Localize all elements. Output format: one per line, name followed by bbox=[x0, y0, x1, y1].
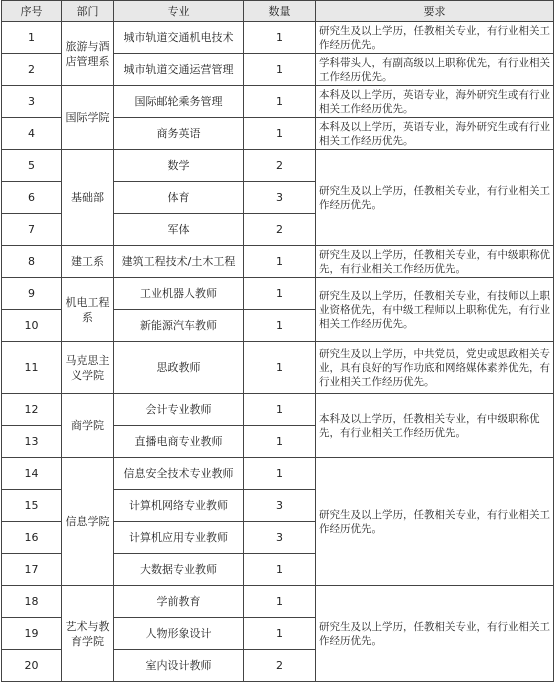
count-cell: 2 bbox=[244, 150, 316, 182]
count-cell: 3 bbox=[244, 490, 316, 522]
department-cell: 信息学院 bbox=[62, 458, 114, 586]
requirement-cell: 本科及以上学历，英语专业，海外研究生或有行业相关工作经历优先。 bbox=[316, 118, 554, 150]
row-no: 20 bbox=[2, 650, 62, 682]
row-no: 1 bbox=[2, 22, 62, 54]
major-cell: 工业机器人教师 bbox=[114, 278, 244, 310]
requirement-cell: 学科带头人，有副高级以上职称优先，有行业相关工作经历优先。 bbox=[316, 54, 554, 86]
row-no: 16 bbox=[2, 522, 62, 554]
count-cell: 1 bbox=[244, 86, 316, 118]
table-row bbox=[2, 246, 554, 278]
major-cell: 室内设计教师 bbox=[114, 650, 244, 682]
major-cell: 计算机应用专业教师 bbox=[114, 522, 244, 554]
requirement-cell: 研究生及以上学历，任教相关专业，有技师以上职业资格优先，有中级工程师以上职称优先，有行业相关工作经历优先。 bbox=[316, 278, 554, 342]
row-no: 8 bbox=[2, 246, 62, 278]
major-cell: 商务英语 bbox=[114, 118, 244, 150]
recruitment-table bbox=[1, 0, 554, 682]
department-cell: 国际学院 bbox=[62, 86, 114, 150]
row-no: 17 bbox=[2, 554, 62, 586]
major-cell: 军体 bbox=[114, 214, 244, 246]
count-cell: 1 bbox=[244, 458, 316, 490]
count-cell: 1 bbox=[244, 278, 316, 310]
row-no: 14 bbox=[2, 458, 62, 490]
requirement-cell: 研究生及以上学历，任教相关专业，有行业相关工作经历优先。 bbox=[316, 22, 554, 54]
header-count: 数量 bbox=[244, 1, 316, 22]
requirement-cell: 本科及以上学历，英语专业，海外研究生或有行业相关工作经历优先。 bbox=[316, 86, 554, 118]
count-cell: 1 bbox=[244, 54, 316, 86]
requirement-cell: 研究生及以上学历，任教相关专业，有行业相关工作经历优先。 bbox=[316, 586, 554, 682]
requirement-cell: 研究生及以上学历，任教相关专业，有中级职称优先，有行业相关工作经历优先。 bbox=[316, 246, 554, 278]
count-cell: 3 bbox=[244, 182, 316, 214]
requirement-cell: 研究生及以上学历，任教相关专业，有行业相关工作经历优先。 bbox=[316, 150, 554, 246]
count-cell: 1 bbox=[244, 246, 316, 278]
row-no: 11 bbox=[2, 342, 62, 394]
major-cell: 新能源汽车教师 bbox=[114, 310, 244, 342]
major-cell: 人物形象设计 bbox=[114, 618, 244, 650]
count-cell: 1 bbox=[244, 554, 316, 586]
count-cell: 1 bbox=[244, 342, 316, 394]
major-cell: 城市轨道交通运营管理 bbox=[114, 54, 244, 86]
row-no: 9 bbox=[2, 278, 62, 310]
row-no: 7 bbox=[2, 214, 62, 246]
row-no: 13 bbox=[2, 426, 62, 458]
table-row bbox=[2, 458, 554, 490]
major-cell: 数学 bbox=[114, 150, 244, 182]
department-cell: 机电工程系 bbox=[62, 278, 114, 342]
table-row bbox=[2, 278, 554, 310]
header-no: 序号 bbox=[2, 1, 62, 22]
header-requirement: 要求 bbox=[316, 1, 554, 22]
requirement-cell: 研究生及以上学历，中共党员，党史或思政相关专业，具有良好的写作功底和网络媒体素养优先，有行业相关工作经历优先。 bbox=[316, 342, 554, 394]
header-row bbox=[2, 1, 554, 22]
row-no: 18 bbox=[2, 586, 62, 618]
major-cell: 国际邮轮乘务管理 bbox=[114, 86, 244, 118]
requirement-cell: 本科及以上学历，任教相关专业，有中级职称优先，有行业相关工作经历优先。 bbox=[316, 394, 554, 458]
row-no: 2 bbox=[2, 54, 62, 86]
requirement-cell: 研究生及以上学历，任教相关专业，有行业相关工作经历优先。 bbox=[316, 458, 554, 586]
major-cell: 学前教育 bbox=[114, 586, 244, 618]
major-cell: 大数据专业教师 bbox=[114, 554, 244, 586]
count-cell: 1 bbox=[244, 22, 316, 54]
count-cell: 1 bbox=[244, 618, 316, 650]
major-cell: 城市轨道交通机电技术 bbox=[114, 22, 244, 54]
row-no: 5 bbox=[2, 150, 62, 182]
row-no: 4 bbox=[2, 118, 62, 150]
header-major: 专业 bbox=[114, 1, 244, 22]
count-cell: 1 bbox=[244, 310, 316, 342]
major-cell: 会计专业教师 bbox=[114, 394, 244, 426]
header-department: 部门 bbox=[62, 1, 114, 22]
row-no: 15 bbox=[2, 490, 62, 522]
major-cell: 信息安全技术专业教师 bbox=[114, 458, 244, 490]
row-no: 3 bbox=[2, 86, 62, 118]
row-no: 10 bbox=[2, 310, 62, 342]
department-cell: 建工系 bbox=[62, 246, 114, 278]
count-cell: 1 bbox=[244, 586, 316, 618]
department-cell: 旅游与酒店管理系 bbox=[62, 22, 114, 86]
department-cell: 商学院 bbox=[62, 394, 114, 458]
count-cell: 1 bbox=[244, 394, 316, 426]
major-cell: 直播电商专业教师 bbox=[114, 426, 244, 458]
row-no: 12 bbox=[2, 394, 62, 426]
department-cell: 马克思主义学院 bbox=[62, 342, 114, 394]
count-cell: 2 bbox=[244, 650, 316, 682]
count-cell: 1 bbox=[244, 426, 316, 458]
count-cell: 2 bbox=[244, 214, 316, 246]
table-row bbox=[2, 22, 554, 54]
count-cell: 3 bbox=[244, 522, 316, 554]
table-row bbox=[2, 150, 554, 182]
table-row bbox=[2, 86, 554, 118]
count-cell: 1 bbox=[244, 118, 316, 150]
table-row bbox=[2, 342, 554, 394]
department-cell: 艺术与教育学院 bbox=[62, 586, 114, 682]
department-cell: 基础部 bbox=[62, 150, 114, 246]
major-cell: 计算机网络专业教师 bbox=[114, 490, 244, 522]
major-cell: 体育 bbox=[114, 182, 244, 214]
major-cell: 思政教师 bbox=[114, 342, 244, 394]
table-row bbox=[2, 586, 554, 618]
major-cell: 建筑工程技术/土木工程 bbox=[114, 246, 244, 278]
row-no: 6 bbox=[2, 182, 62, 214]
row-no: 19 bbox=[2, 618, 62, 650]
table-row bbox=[2, 394, 554, 426]
